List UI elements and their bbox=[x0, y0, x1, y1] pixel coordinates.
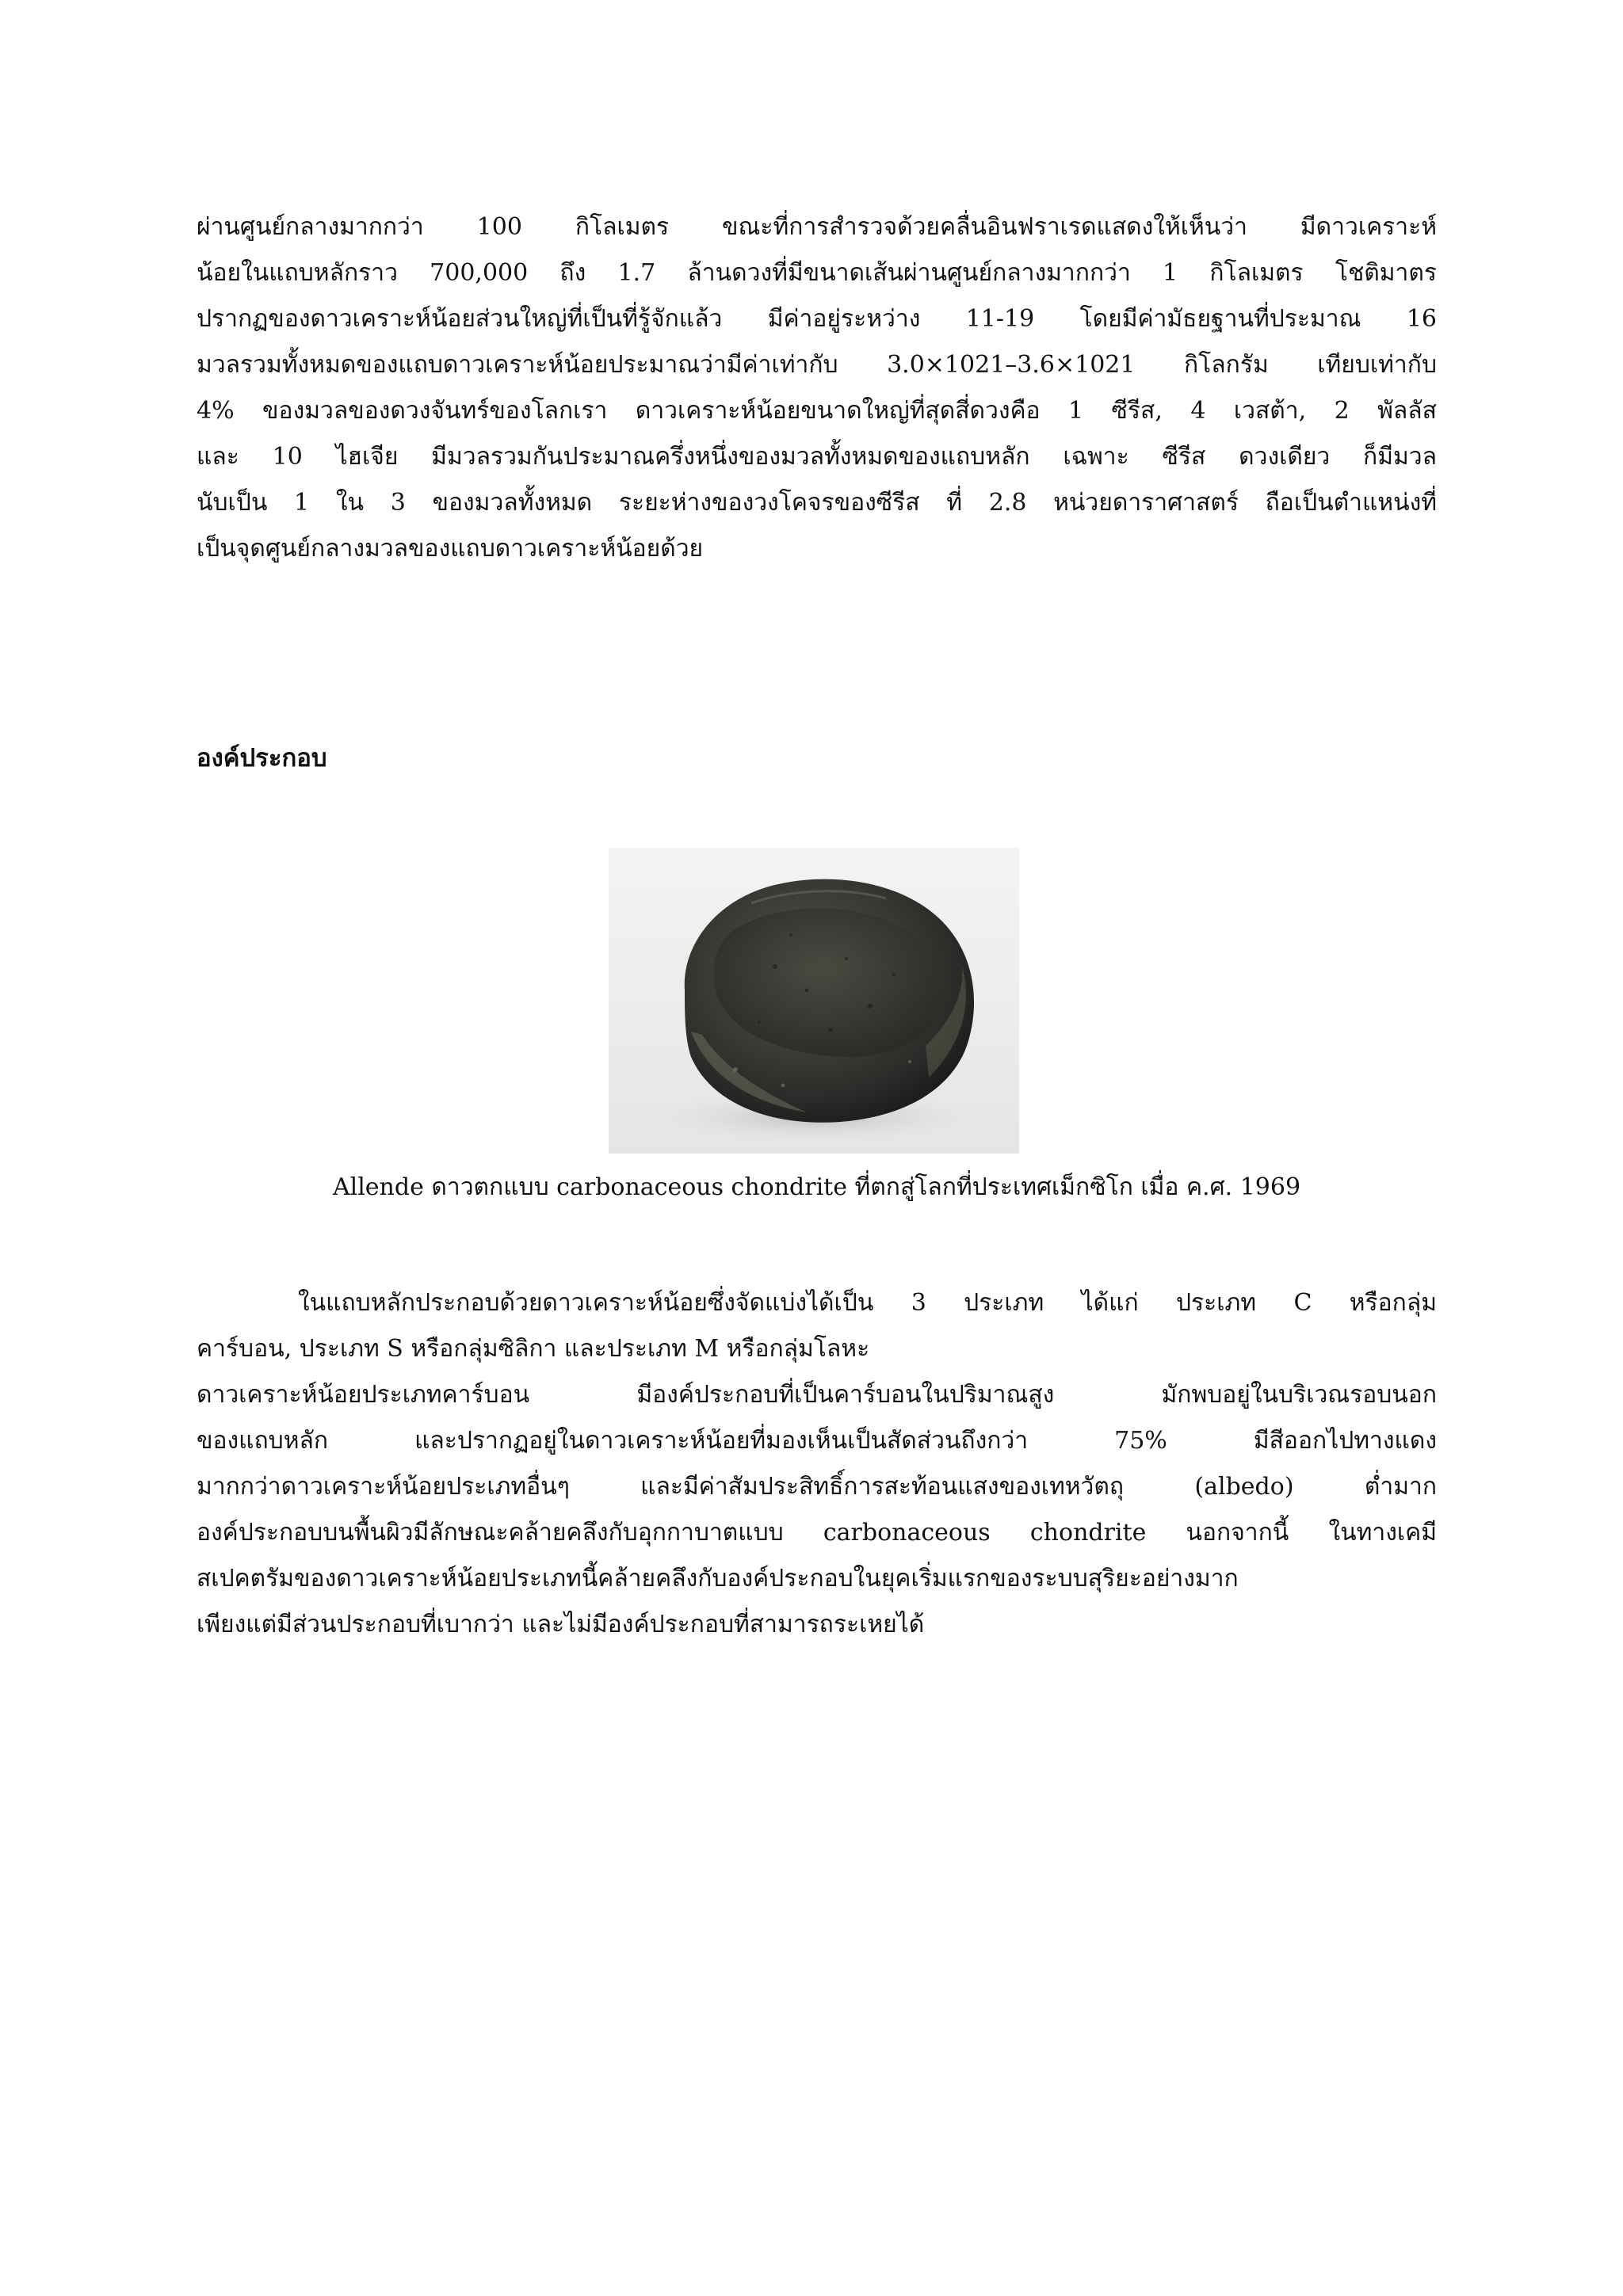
meteorite-photo-icon bbox=[609, 848, 1019, 1154]
text-line: ผ่านศูนย์กลางมากกว่า 100 กิโลเมตร ขณะที่การสำรวจด้วยคลื่นอินฟราเรดแสดงให้เห็นว่า มีดาวเคราะห์ bbox=[197, 213, 1437, 241]
text-line: 4% ของมวลของดวงจันทร์ของโลกเรา ดาวเคราะห์น้อยขนาดใหญ่ที่สุดสี่ดวงคือ 1 ซีรีส, 4 เวสต้า, 2 พัลลัส bbox=[197, 397, 1437, 425]
section-heading: องค์ประกอบ bbox=[197, 744, 327, 772]
text-line: เพียงแต่มีส่วนประกอบที่เบากว่า และไม่มีองค์ประกอบที่สามารถระเหยได้ bbox=[197, 1611, 925, 1638]
text-line: มวลรวมทั้งหมดของแถบดาวเคราะห์น้อยประมาณว่ามีค่าเท่ากับ 3.0×1021–3.6×1021 กิโลกรัม เทียบเท่ากับ bbox=[197, 351, 1437, 379]
text-line: ของแถบหลัก และปรากฏอยู่ในดาวเคราะห์น้อยที่มองเห็นเป็นสัดส่วนถึงกว่า 75% มีสีออกไปทางแดง bbox=[197, 1427, 1437, 1455]
paragraph-carbon-type bbox=[197, 1372, 1437, 1648]
text-line: เป็นจุดศูนย์กลางมวลของแถบดาวเคราะห์น้อยด้วย bbox=[197, 535, 704, 563]
text-line: และ 10 ไฮเจีย มีมวลรวมกันประมาณครึ่งหนึ่งของมวลทั้งหมดของแถบหลัก เฉพาะ ซีรีส ดวงเดียว ก็มีมวล bbox=[197, 443, 1437, 471]
text-line: น้อยในแถบหลักราว 700,000 ถึง 1.7 ล้านดวงที่มีขนาดเส้นผ่านศูนย์กลางมากกว่า 1 กิโลเมตร โชติมาตร bbox=[197, 259, 1437, 287]
paragraph-asteroid-types bbox=[197, 1280, 1437, 1372]
text-line: ดาวเคราะห์น้อยประเภทคาร์บอน มีองค์ประกอบที่เป็นคาร์บอนในปริมาณสูง มักพบอยู่ในบริเวณรอบนอก bbox=[197, 1381, 1437, 1409]
text-line: สเปคตรัมของดาวเคราะห์น้อยประเภทนี้คล้ายคลึงกับองค์ประกอบในยุคเริ่มแรกของระบบสุริยะอย่างมาก bbox=[197, 1565, 1239, 1592]
figure-caption: Allende ดาวตกแบบ carbonaceous chondrite ที่ตกสู่โลกที่ประเทศเม็กซิโก เมื่อ ค.ศ. 1969 bbox=[332, 1173, 1301, 1201]
text-line: มากกว่าดาวเคราะห์น้อยประเภทอื่นๆ และมีค่าสัมประสิทธิ์การสะท้อนแสงของเทหวัตถุ (albedo) ต่ำมาก bbox=[197, 1473, 1437, 1501]
meteorite-photo bbox=[609, 848, 1019, 1154]
text-line: นับเป็น 1 ใน 3 ของมวลทั้งหมด ระยะห่างของวงโคจรของซีรีส ที่ 2.8 หน่วยดาราศาสตร์ ถือเป็นตำแหน่งที่ bbox=[197, 489, 1437, 517]
paragraph-mass-distribution bbox=[197, 204, 1437, 572]
text-line: ในแถบหลักประกอบด้วยดาวเคราะห์น้อยซึ่งจัดแบ่งได้เป็น 3 ประเภท ได้แก่ ประเภท C หรือกลุ่ม bbox=[298, 1289, 1437, 1317]
text-line: คาร์บอน, ประเภท S หรือกลุ่มซิลิกา และประเภท M หรือกลุ่มโลหะ bbox=[197, 1335, 870, 1363]
text-line: องค์ประกอบบนพื้นผิวมีลักษณะคล้ายคลึงกับอุกกาบาตแบบ carbonaceous chondrite นอกจากนี้ ในทางเคมี bbox=[197, 1519, 1437, 1547]
text-line: ปรากฏของดาวเคราะห์น้อยส่วนใหญ่ที่เป็นที่รู้จักแล้ว มีค่าอยู่ระหว่าง 11-19 โดยมีค่ามัธยฐานที่ประมาณ 16 bbox=[197, 305, 1437, 333]
